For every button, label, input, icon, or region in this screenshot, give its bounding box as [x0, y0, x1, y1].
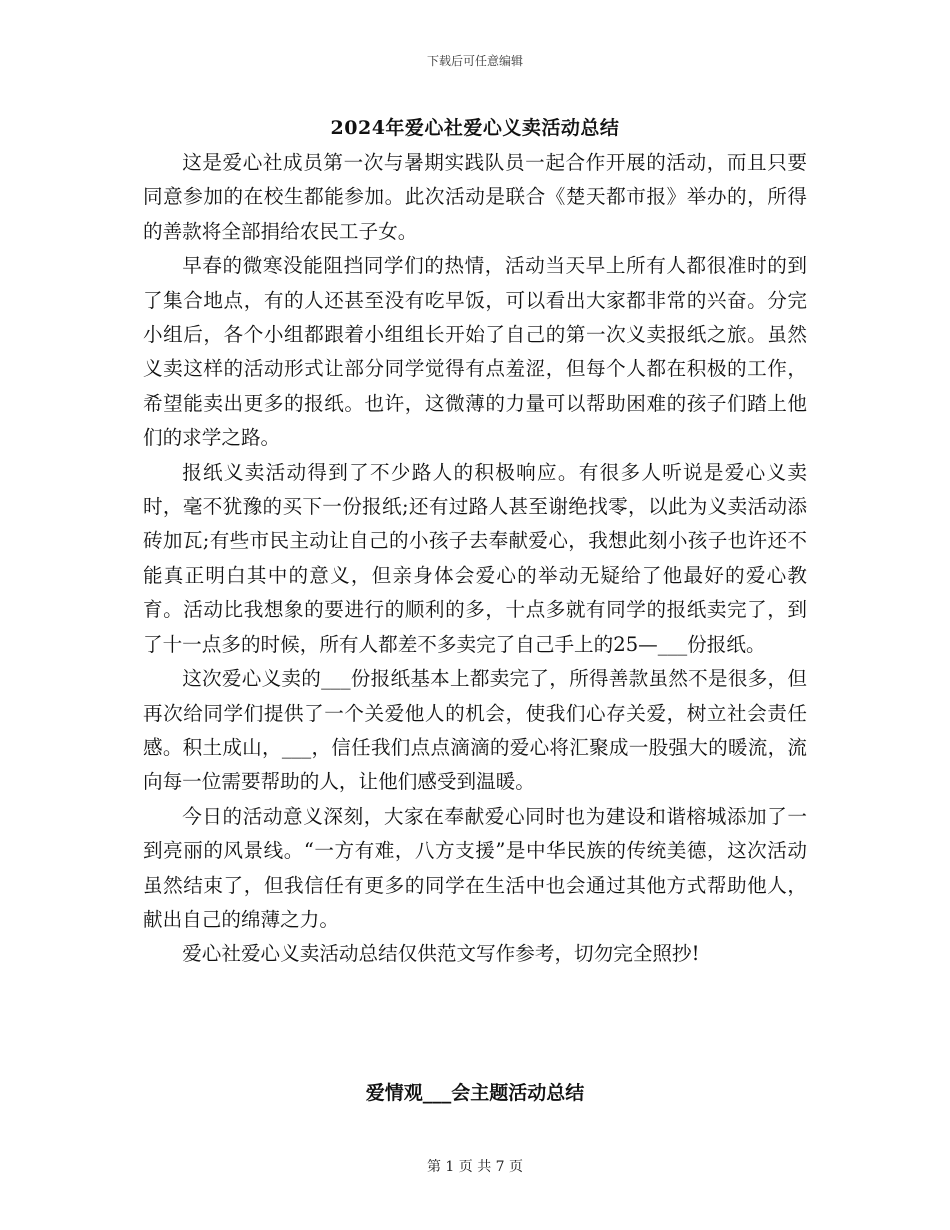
document-title: 2024年爱心社爱心义卖活动总结: [330, 117, 620, 139]
paragraph-2: 早春的微寒没能阻挡同学们的热情，活动当天早上所有人都很准时的到了集合地点，有的人还甚至没有吃早饭，可以看出大家都非常的兴奋。分完小组后，各个小组都跟着小组组长开始了自己的第一次义卖报纸之旅。虽然义卖这样的活动形式让部分同学觉得有点羞涩，但每个人都在积极的工作，希望能卖出更多的报纸。也许，这微薄的力量可以帮助困难的孩子们踏上他们的求学之路。: [143, 254, 807, 450]
document-body: [143, 146, 807, 972]
page-number: 第 1 页 共 7 页: [426, 1159, 524, 1175]
paragraph-disclaimer: 爱心社爱心义卖活动总结仅供范文写作参考，切勿完全照抄!: [182, 942, 700, 966]
paragraph-5: 今日的活动意义深刻，大家在奉献爱心同时也为建设和谐榕城添加了一到亮丽的风景线。“一方有难，八方支援”是中华民族的传统美德，这次活动虽然结束了，但我信任有更多的同学在生活中也会通过其他方式帮助他人，献出自己的绵薄之力。: [143, 804, 807, 931]
paragraph-4: 这次爱心义卖的___份报纸基本上都卖完了，所得善款虽然不是很多，但再次给同学们提供了一个关爱他人的机会，使我们心存关爱，树立社会责任感。积土成山，___，信任我们点点滴滴的爱心将汇聚成一股强大的暖流，流向每一位需要帮助的人，让他们感受到温暖。: [143, 667, 807, 794]
header-note: 下载后可任意编辑: [426, 54, 523, 68]
next-section-title: 爱情观___会主题活动总结: [365, 1082, 585, 1104]
paragraph-3: 报纸义卖活动得到了不少路人的积极响应。有很多人听说是爱心义卖时，毫不犹豫的买下一份报纸;还有过路人甚至谢绝找零，以此为义卖活动添砖加瓦;有些市民主动让自己的小孩子去奉献爱心，我想此刻小孩子也许还不能真正明白其中的意义，但亲身体会爱心的举动无疑给了他最好的爱心教育。活动比我想象的要进行的顺利的多，十点多就有同学的报纸卖完了，到了十一点多的时候，所有人都差不多卖完了自己手上的25—___份报纸。: [143, 460, 807, 656]
paragraph-1: 这是爱心社成员第一次与暑期实践队员一起合作开展的活动，而且只要同意参加的在校生都能参加。此次活动是联合《楚天都市报》举办的，所得的善款将全部捐给农民工子女。: [143, 151, 807, 243]
